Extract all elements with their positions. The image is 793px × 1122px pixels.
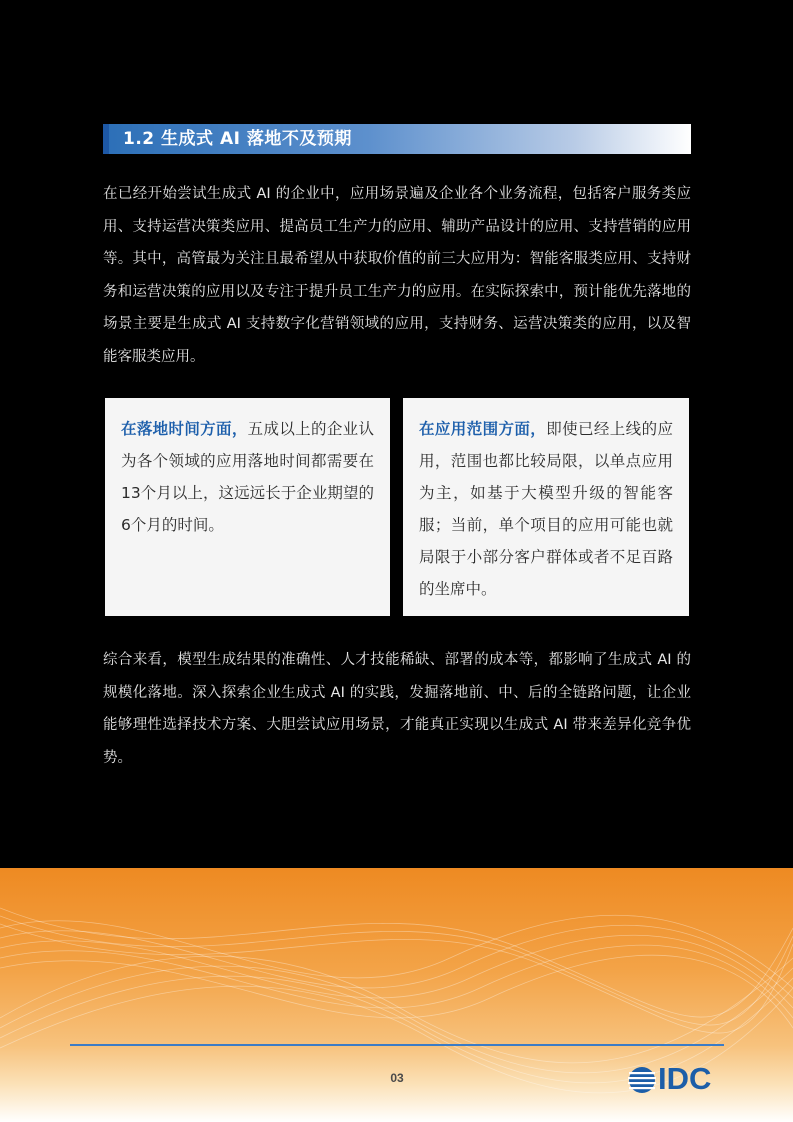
summary-paragraph: 综合来看，模型生成结果的准确性、人才技能稀缺、部署的成本等，都影响了生成式 AI 的规模化落地。深入探索企业生成式 AI 的实践，发掘落地前、中、后的全链路问题，让企业能够理性选择技术方案、大胆尝试应用场景，才能真正实现以生成式 AI 带来差异化竞争优势。 bbox=[103, 652, 691, 766]
heading-accent-bar bbox=[103, 124, 109, 154]
callout-timeline-body: 五成以上的企业认为各个领域的应用落地时间都需要在13个月以上，这远远长于企业期望的6个月的时间。 bbox=[121, 420, 374, 534]
callout-box-scope bbox=[403, 398, 689, 616]
callout-box-timeline bbox=[105, 398, 390, 616]
callout-timeline-lead: 在落地时间方面， bbox=[121, 420, 248, 438]
page-footer bbox=[0, 868, 793, 1122]
idc-globe-icon bbox=[628, 1066, 656, 1094]
callout-scope-body: 即使已经上线的应用，范围也都比较局限，以单点应用为主，如基于大模型升级的智能客服；当前，单个项目的应用可能也就局限于小部分客户群体或者不足百路的坐席中。 bbox=[419, 420, 673, 598]
idc-logo bbox=[628, 1061, 728, 1098]
callout-scope-lead: 在应用范围方面， bbox=[419, 420, 547, 438]
footer-divider bbox=[70, 1044, 724, 1046]
logo-text: IDC bbox=[658, 1061, 712, 1096]
section-title: 1.2 生成式 AI 落地不及预期 bbox=[123, 129, 352, 149]
intro-paragraph: 在已经开始尝试生成式 AI 的企业中，应用场景遍及企业各个业务流程，包括客户服务类应用、支持运营决策类应用、提高员工生产力的应用、辅助产品设计的应用、支持营销的应用等。其中，高管最为关注且最希望从中获取价值的前三大应用为：智能客服类应用、支持财务和运营决策的应用以及专注于提升员工生产力的应用。在实际探索中，预计能优先落地的场景主要是生成式 AI 支持数字化营销领域的应用，支持财务、运营决策类的应用，以及智能客服类应用。 bbox=[103, 186, 691, 365]
callout-scope-text bbox=[419, 413, 673, 605]
section-heading bbox=[103, 124, 691, 154]
callout-timeline-text bbox=[121, 413, 374, 541]
page-number: 03 bbox=[390, 1071, 404, 1085]
